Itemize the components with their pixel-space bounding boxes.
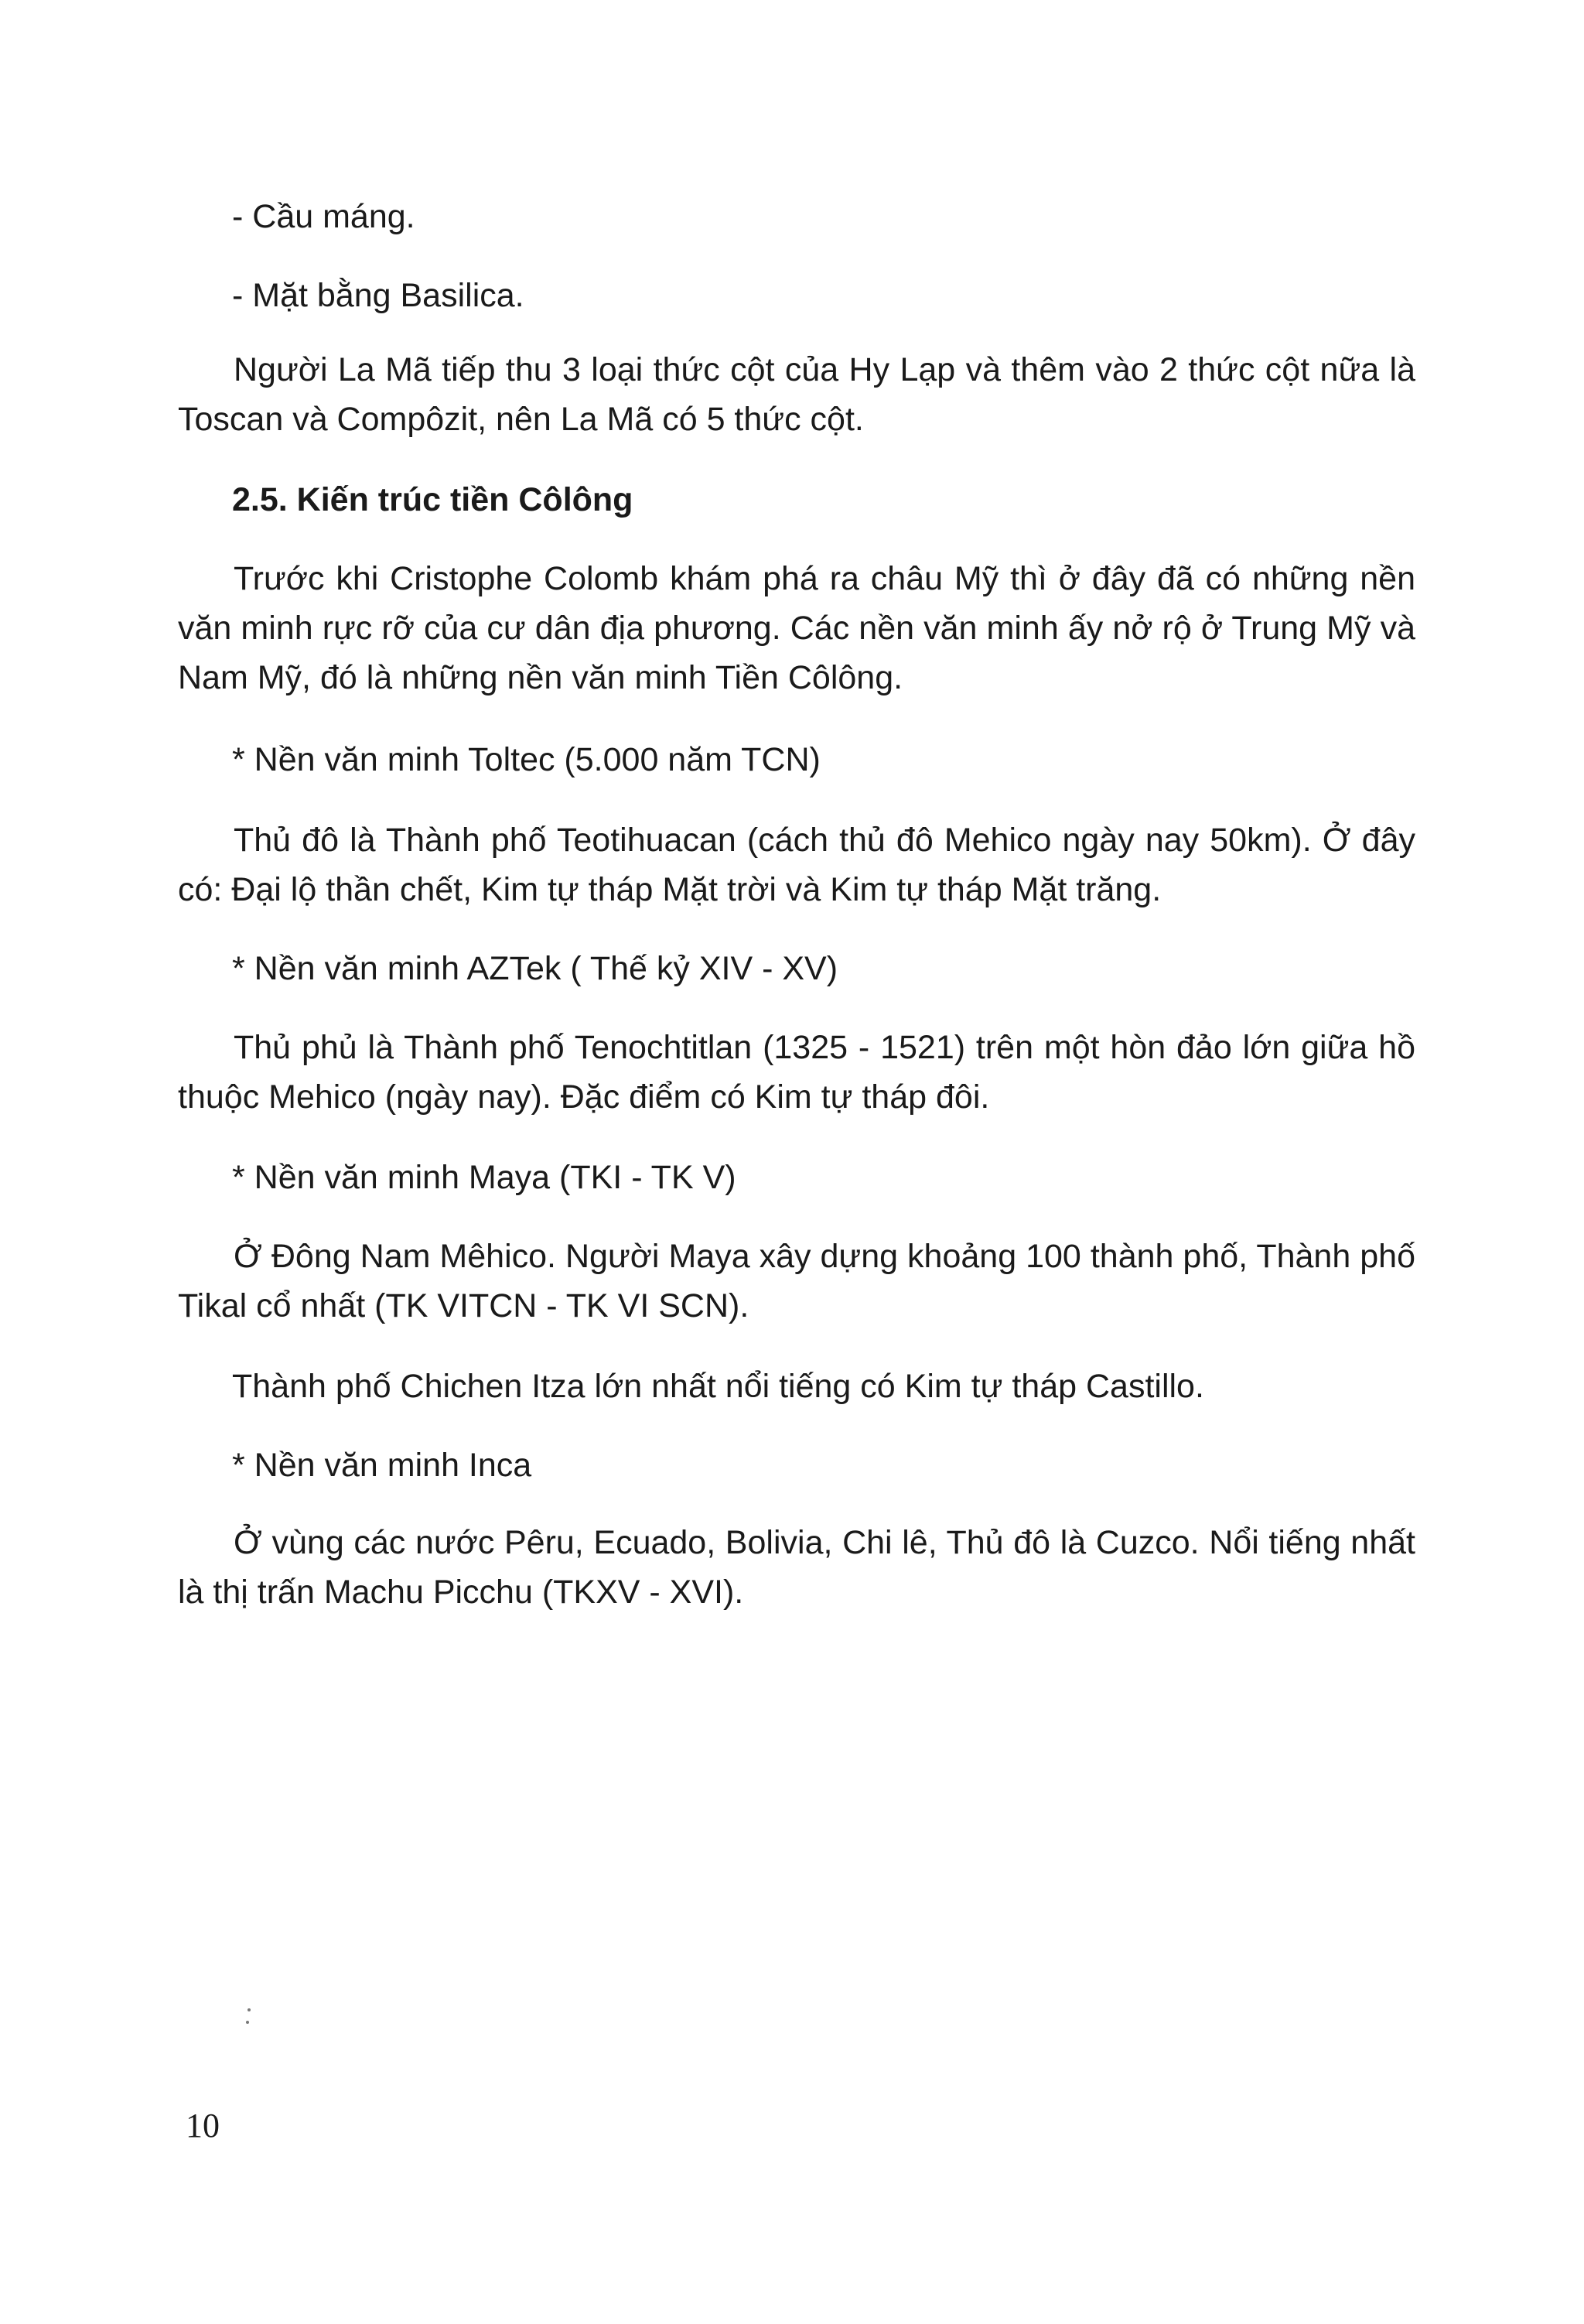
subheading-aztek: * Nền văn minh AZTek ( Thế kỷ XIV - XV): [232, 950, 838, 987]
list-item-aqueduct: - Cầu máng.: [232, 198, 415, 235]
scan-speck: [248, 2008, 251, 2011]
scan-speck: [246, 2021, 249, 2024]
paragraph-pre-columbian-intro: Trước khi Cristophe Colomb khám phá ra châu Mỹ thì ở đây đã có những nền văn minh rực rỡ của cư dân địa phương. Các nền văn minh ấy nở rộ ở Trung Mỹ và Nam Mỹ, đó là những nền văn minh Tiền Côlông.: [178, 560, 1415, 696]
subheading-inca: * Nền văn minh Inca: [232, 1447, 532, 1484]
paragraph-inca: Ở vùng các nước Pêru, Ecuado, Bolivia, Chi lê, Thủ đô là Cuzco. Nổi tiếng nhất là thị trấn Machu Picchu (TKXV - XVI).: [178, 1524, 1415, 1611]
paragraph-roman-orders: Người La Mã tiếp thu 3 loại thức cột của Hy Lạp và thêm vào 2 thức cột nữa là Toscan và Compôzit, nên La Mã có 5 thức cột.: [178, 351, 1415, 438]
paragraph-toltec: Thủ đô là Thành phố Teotihuacan (cách thủ đô Mehico ngày nay 50km). Ở đây có: Đại lộ thần chết, Kim tự tháp Mặt trời và Kim tự tháp Mặt trăng.: [178, 822, 1415, 908]
section-heading: 2.5. Kiến trúc tiền Côlông: [232, 481, 633, 518]
subheading-toltec: * Nền văn minh Toltec (5.000 năm TCN): [232, 741, 821, 778]
subheading-maya: * Nền văn minh Maya (TKI - TK V): [232, 1159, 736, 1196]
paragraph-maya: Ở Đông Nam Mêhico. Người Maya xây dựng khoảng 100 thành phố, Thành phố Tikal cổ nhất (TK VITCN - TK VI SCN).: [178, 1238, 1415, 1324]
paragraph-chichen-itza: Thành phố Chichen Itza lớn nhất nổi tiếng có Kim tự tháp Castillo.: [232, 1368, 1204, 1405]
list-item-basilica: - Mặt bằng Basilica.: [232, 277, 524, 314]
page-number: 10: [186, 2107, 220, 2145]
paragraph-aztek: Thủ phủ là Thành phố Tenochtitlan (1325 - 1521) trên một hòn đảo lớn giữa hồ thuộc Mehico (ngày nay). Đặc điểm có Kim tự tháp đôi.: [178, 1029, 1415, 1116]
